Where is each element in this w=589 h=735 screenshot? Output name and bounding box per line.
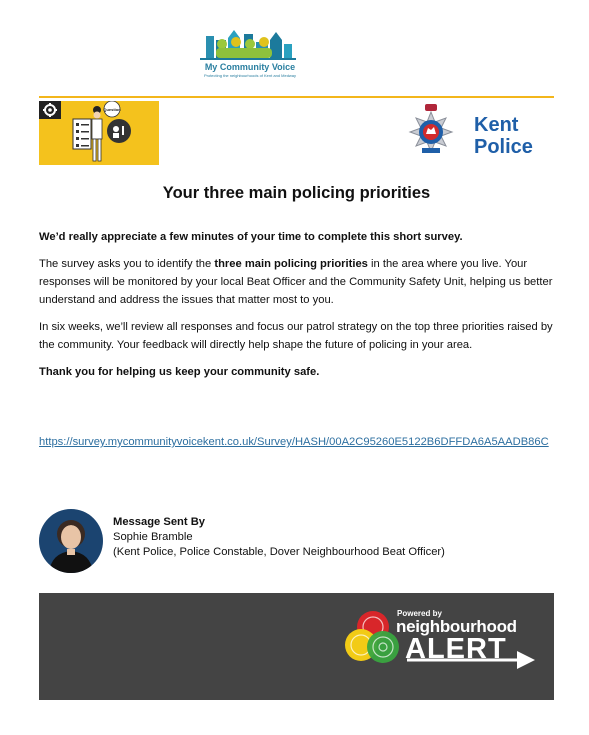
my-community-voice-logo [196,28,300,84]
survey-link[interactable]: https://survey.mycommunityvoicekent.co.uk/Survey/HASH/00A2C95260E5122B6DFFDA6A5AADB86C [39,436,549,448]
neighbourhood-alert-footer [39,593,554,700]
review-paragraph: In six weeks, we’ll review all responses and focus our patrol strategy on the top three priorities raised by the community. Your feedback will directly help shape the future of policing in your area. [39,321,553,351]
arrow-icon [407,649,537,671]
survey-description-paragraph [39,255,555,309]
sender-role: (Kent Police, Police Constable, Dover Neighbourhood Beat Officer) [113,546,445,558]
alert-wordmark: ALERT [405,633,507,665]
thanks-paragraph: Thank you for helping us keep your community safe. [39,366,320,378]
kent-word: Kent [474,114,519,136]
page-title: Your three main policing priorities [162,184,431,202]
powered-by-label: Powered by [397,609,442,618]
police-badge-icon [398,104,464,164]
sender-name: Sophie Bramble [113,531,193,543]
survey-banner-image [39,101,159,165]
message-body [39,228,555,390]
sender-block [113,515,445,560]
bubble-text: Question [103,107,121,112]
police-officer-figure [92,106,102,161]
neighbourhood-wordmark: neighbourhood [396,617,517,636]
intro-paragraph: We’d really appreciate a few minutes of your time to complete this short survey. [39,231,463,243]
community-skyline-icon [196,28,300,62]
sender-heading: Message Sent By [113,516,206,528]
kent-police-logo [398,104,554,164]
header-divider [39,96,554,98]
brand-name: My Community Voice [204,62,296,72]
p1-text-end: in the area where you live. Your responses will be monitored by your local Beat Officer and the Community Safety Unit, helping us better understand and address the issues that matter most to you. [39,258,553,306]
sender-avatar [39,509,103,573]
kent-police-wordmark [474,114,533,158]
speech-bubble-icon [103,101,131,143]
brand-tagline: Protecting the neighbourhoods of Kent and Medway [203,73,297,78]
checklist-icon [73,119,91,149]
p1-highlight: three main policing priorities [214,258,368,270]
p1-text-start: The survey asks you to identify the [39,258,215,270]
police-word: Police [474,136,533,158]
gear-icon [39,101,61,119]
